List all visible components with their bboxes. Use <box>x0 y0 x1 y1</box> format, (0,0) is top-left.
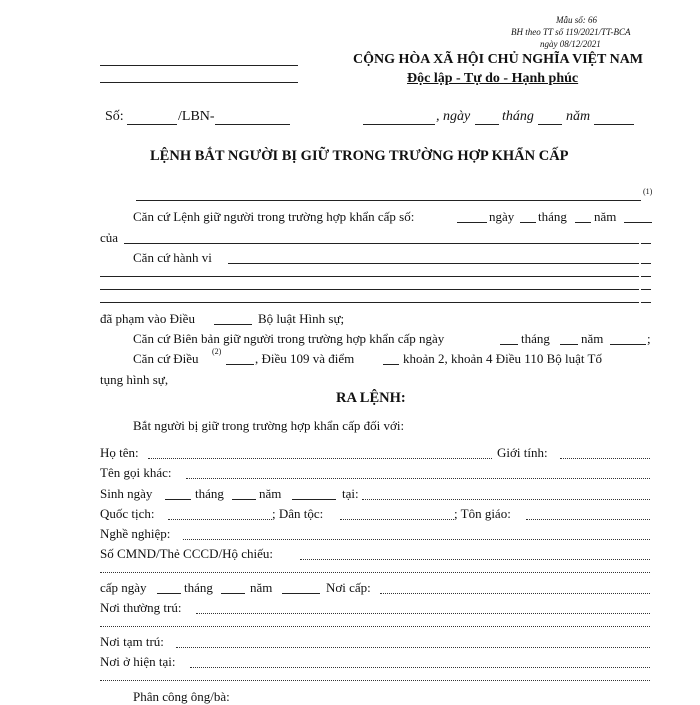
basis-order-label: Căn cứ Lệnh giữ người trong trường hợp khẩn cấp số: <box>133 209 415 224</box>
ref-nam: năm <box>566 109 591 124</box>
footnote-1: (1) <box>643 187 653 196</box>
clause-text: khoản 2, khoản 4 Điều 110 Bộ luật Tố <box>403 351 602 366</box>
ref-thang: tháng <box>502 109 534 124</box>
ref-ngay: , ngày <box>436 109 471 124</box>
permanent-residence-blank-2 <box>100 626 650 627</box>
id-number-label: Số CMND/Thẻ CCCD/Hộ chiếu: <box>100 546 273 561</box>
so-blank <box>127 124 177 125</box>
occupation-blank <box>183 539 650 540</box>
line-tail <box>641 263 651 264</box>
order-intro: Bắt người bị giữ trong trường hợp khẩn cấp đối với: <box>133 418 405 433</box>
line-tail <box>641 289 651 290</box>
full-name-label: Họ tên: <box>100 445 139 460</box>
permanent-residence-blank <box>196 613 650 614</box>
ref-month-blank <box>538 124 562 125</box>
birth-month-label: tháng <box>195 486 224 501</box>
religion-blank <box>526 519 650 520</box>
behavior-line-3 <box>100 289 639 290</box>
criminal-procedure-text: tụng hình sự, <box>100 372 169 387</box>
place-blank <box>363 124 435 125</box>
form-issued-by: BH theo TT số 119/2021/TT-BCA <box>511 27 631 37</box>
violated-article-label: đã phạm vào Điều <box>100 311 195 326</box>
footnote-2: (2) <box>212 347 222 356</box>
basis-cua-label: của <box>100 230 119 245</box>
behavior-line-4 <box>100 302 639 303</box>
agency-line-2 <box>100 82 298 83</box>
line-tail <box>641 243 651 244</box>
issue-place-blank <box>380 593 650 594</box>
occupation-label: Nghề nghiệp: <box>100 526 171 541</box>
agency-line-1 <box>100 65 298 66</box>
ethnicity-label: ; Dân tộc: <box>272 506 324 521</box>
ref-year-blank <box>594 124 634 125</box>
issue-month-blank <box>221 593 245 594</box>
current-residence-blank <box>190 667 650 668</box>
basis-order-year-blank <box>624 222 652 223</box>
assign-label: Phân công ông/bà: <box>133 689 230 704</box>
basis-article-blank <box>226 364 254 365</box>
form-number: Mẫu số: 66 <box>556 15 597 25</box>
basis-order-thang: tháng <box>538 209 567 224</box>
basis-order-ngay: ngày <box>489 209 515 224</box>
birth-year-blank <box>292 499 336 500</box>
id-number-blank-2 <box>100 572 650 573</box>
line-tail <box>641 276 651 277</box>
basis-order-nam: năm <box>594 209 617 224</box>
so-label: Số: <box>105 109 124 124</box>
issue-month-label: tháng <box>184 580 213 595</box>
behavior-line-2 <box>100 276 639 277</box>
violated-article-blank <box>214 324 252 325</box>
line-tail <box>641 302 651 303</box>
penal-code-label: Bộ luật Hình sự; <box>258 311 345 326</box>
birth-month-blank <box>232 499 256 500</box>
nationality-label: Quốc tịch: <box>100 506 155 521</box>
temporary-residence-blank <box>176 647 650 648</box>
basis-record-label: Căn cứ Biên bản giữ người trong trường hợp khẩn cấp ngày <box>133 331 445 346</box>
form-issued-date: ngày 08/12/2021 <box>540 39 601 49</box>
issue-year-blank <box>282 593 320 594</box>
birth-year-label: năm <box>259 486 282 501</box>
basis-order-day-blank <box>520 222 536 223</box>
basis-behavior-label: Căn cứ hành vi <box>133 250 212 265</box>
temporary-residence-label: Nơi tạm trú: <box>100 634 164 649</box>
other-name-blank <box>186 478 650 479</box>
issue-place-label: Nơi cấp: <box>326 580 371 595</box>
issue-day-blank <box>157 593 181 594</box>
issue-year-label: năm <box>250 580 273 595</box>
gender-label: Giới tính: <box>497 445 548 460</box>
birth-day-label: Sinh ngày <box>100 486 153 501</box>
issuer-line <box>136 200 641 201</box>
record-month-blank <box>560 344 578 345</box>
nationality-blank <box>168 519 272 520</box>
basis-order-month-blank <box>575 222 591 223</box>
other-name-label: Tên gọi khác: <box>100 465 172 480</box>
birthplace-label: tại: <box>342 486 359 501</box>
country-name: CỘNG HÒA XÃ HỘI CHỦ NGHĨA VIỆT NAM <box>353 52 644 67</box>
lbn-label: /LBN- <box>178 109 215 124</box>
basis-order-no-blank <box>457 222 487 223</box>
record-year-blank <box>610 344 646 345</box>
order-heading: RA LỆNH: <box>336 390 406 406</box>
id-number-blank <box>300 559 650 560</box>
record-day-blank <box>500 344 518 345</box>
religion-label: ; Tôn giáo: <box>454 506 511 521</box>
current-residence-blank-2 <box>100 680 650 681</box>
issue-day-label: cấp ngày <box>100 580 147 595</box>
document-title: LỆNH BẮT NGƯỜI BỊ GIỮ TRONG TRƯỜNG HỢP KHẨN CẤP <box>150 148 569 164</box>
gender-blank <box>560 458 650 459</box>
ref-day-blank <box>475 124 499 125</box>
full-name-blank <box>148 458 492 459</box>
record-thang: tháng <box>521 331 550 346</box>
birth-day-blank <box>165 499 191 500</box>
lbn-blank <box>215 124 290 125</box>
record-semicolon: ; <box>647 331 651 346</box>
record-nam: năm <box>581 331 604 346</box>
national-motto: Độc lập - Tự do - Hạnh phúc <box>407 71 579 86</box>
basis-article-label: Căn cứ Điều <box>133 351 199 366</box>
point-blank <box>383 364 399 365</box>
birthplace-blank <box>362 499 650 500</box>
article-109-text: , Điều 109 và điểm <box>255 351 355 366</box>
permanent-residence-label: Nơi thường trú: <box>100 600 182 615</box>
ethnicity-blank <box>340 519 454 520</box>
basis-cua-blank <box>124 243 639 244</box>
current-residence-label: Nơi ở hiện tại: <box>100 654 176 669</box>
behavior-line-1 <box>228 263 639 264</box>
